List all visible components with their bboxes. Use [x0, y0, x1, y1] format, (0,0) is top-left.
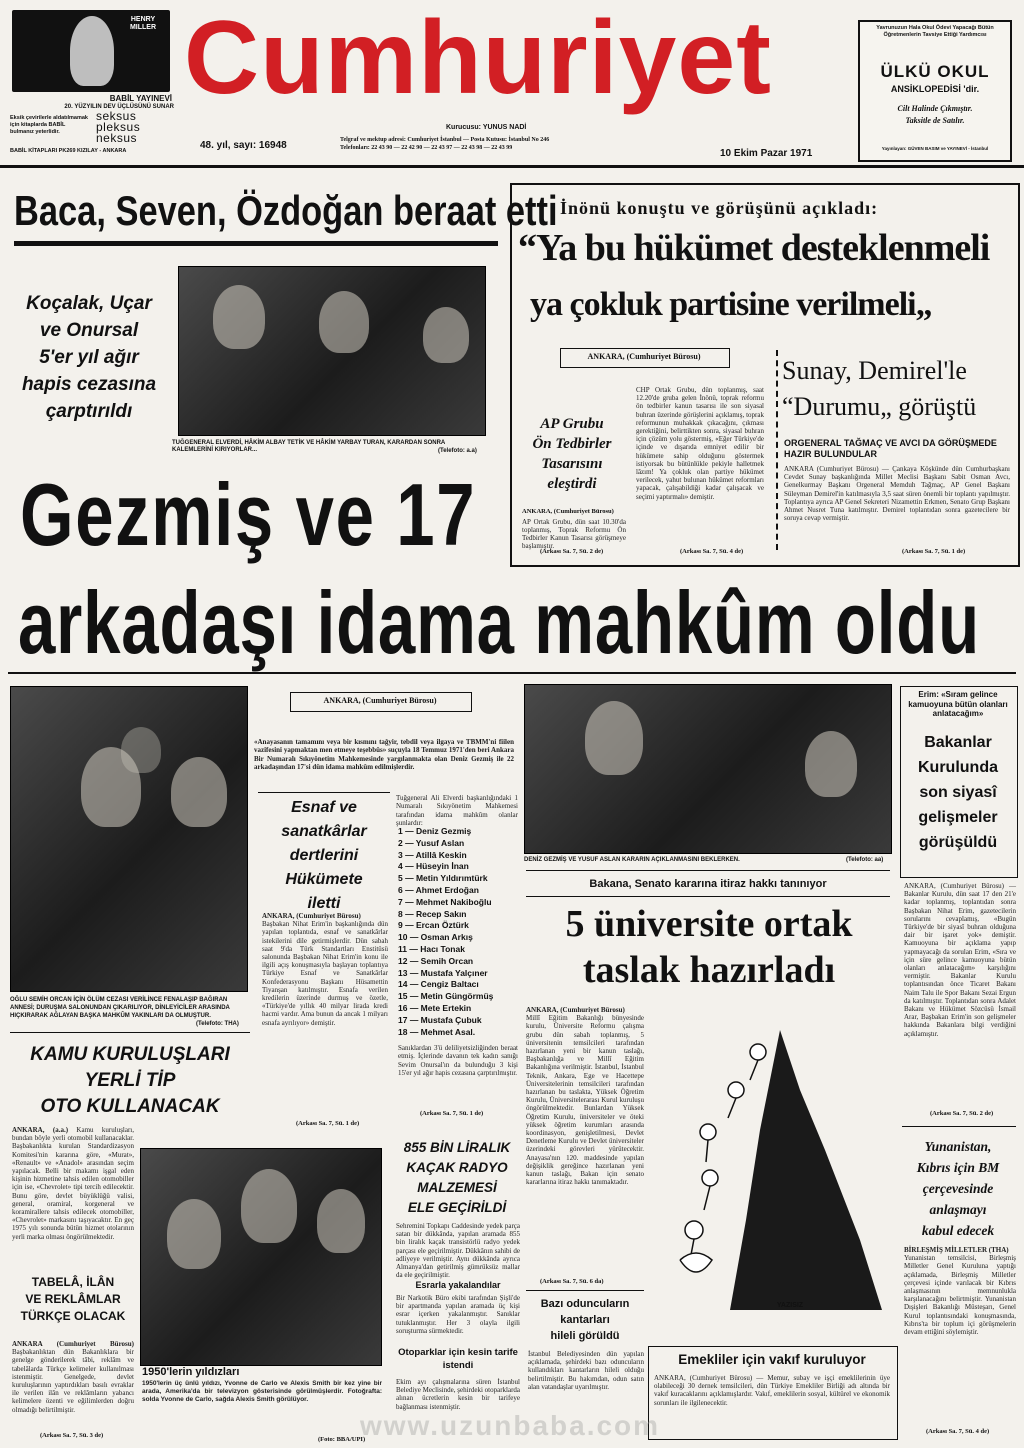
body-kamu-text: Kamu kuruluşları, bundan böyle yerli otomobil kullanacaklar. Başbakanlıkta kurulan Standardizasyon Komitesi'nin kararına göre, «Murat», «Renault» ve «Anadol» arasından seçim yapılacak. Belli bir makamı işgal eden kişinin hizmetine tahsis edilen otomobiller için ise, «Chevrolet» tipi tercih edilecektir. Bunu göre, devlet büyüklüğü valisi, general, oramiral, korgeneral ve koramirallere tahsis edilecek otomobiller, «Chevrolet» markasını taşıyacaktır. En geç 1975 yılı sonunda bütün hizmet otolarının yerli marka olması öngörülmektedir. [12, 1126, 134, 1241]
masthead-date: 10 Ekim Pazar 1971 [720, 148, 813, 159]
sentenced-name: 11 — Hacı Tonak [398, 943, 465, 954]
jump-universite: (Arkası Sa. 7, Sü. 6 da) [540, 1278, 604, 1285]
subhead-line: çarptırıldı [45, 401, 133, 422]
sentenced-name: 2 — Yusuf Aslan [398, 837, 465, 848]
headline-erim-line: gelişmeler [918, 809, 998, 826]
side-head-line: Tasarısını [541, 456, 603, 472]
side-body-ap: AP Ortak Grubu, dün saat 10.30'da toplanmış, Toprak Reformu Ön Tedbirler Kanun Tasarısı görüşmeye başlamıştır. [522, 518, 626, 550]
headline-kibris-line: kabul edecek [921, 1223, 995, 1238]
ad-ulku-line: Taksitle de Satılır. [905, 116, 965, 125]
dateline-esnaf: ANKARA, (Cumhuriyet Bürosu) [262, 912, 361, 920]
headline-inonu-2: ya çokluk partisine verilmeli„ [530, 286, 932, 323]
headline-oduncu-line: kantarları [560, 1314, 610, 1326]
headline-sunay-1: Sunay, Demirel'le [782, 356, 967, 385]
sub-sunay: ORGENERAL TAĞMAÇ VE AVCI DA GÖRÜŞMEDE HAZIR BULUNDULAR [784, 438, 997, 459]
jump-main: (Arkası Sa. 7, Sü. 1 de) [420, 1110, 484, 1117]
sentenced-name: 13 — Mustafa Yalçıner [398, 967, 488, 978]
cartoon-drawing [650, 1010, 890, 1320]
ad-babil-line: için kitaplarda BABİL [10, 122, 66, 128]
jump-sunay: (Arkası Sa. 7, Sü. 1 de) [902, 548, 966, 555]
body-emekli: ANKARA, (Cumhuriyet Bürosu) — Memur, subay ve işçi emeklilerinin üye olabileceği 30 dernek temsilcileri, dün Türkiye Emekliler Birliği adı altında bir vakıf kuracaklarını açıklamışlardır. Vakıf, emeklilerin sosyal, kültürel ve ekonomik sorunları ile ilgilenecektir. [654, 1374, 890, 1407]
headline-radyo-line: MALZEMESİ [417, 1180, 497, 1195]
sentenced-name: 17 — Mustafa Çubuk [398, 1014, 482, 1025]
dateline-universite: ANKARA, (Cumhuriyet Bürosu) [526, 1006, 625, 1014]
sentenced-list [398, 826, 520, 1038]
headline-erim-line: Bakanlar [924, 734, 992, 751]
subhead-line: hapis cezasına [21, 374, 157, 395]
headline-emekli: Emekliler için vakıf kuruluyor [678, 1352, 866, 1367]
sentenced-name: 16 — Mete Ertekin [398, 1002, 472, 1013]
ad-ulku-subtitle: ANSİKLOPEDİSİ 'dir. [890, 84, 980, 94]
ad-babil-publisher: BABİL YAYINEVİ [109, 94, 172, 103]
sentenced-name: 10 — Osman Arkış [398, 932, 473, 943]
tail-main: Sanıklardan 3'ü deliliyetsizliğinden beraat etmiş. İçlerinde davanın tek kadın sanığı Sevim Onursal'ın da bulunduğu 3 kişi 15'er yıl ağır hapis cezasına çarptırılmıştır. [398, 1044, 518, 1078]
headline-kibris [900, 1136, 1016, 1241]
photo-gezmis [524, 684, 892, 854]
body-otopark: Ekim ayı çalışmalarına süren İstanbul Belediye Meclisinde, şehirdeki otoparklarda alınan ücretlerin kesin bir tarifeye bağlanması istenmiştir. [396, 1378, 521, 1411]
body-oduncu: İstanbul Belediyesinden dün yapılan açıklamada, şehirdeki bazı oduncuların kullandıkları kantarların hileli olduğu belirtilmiştir. Bu hakımdan, odun satın alan vatandaşlar uyarılmıştır. [528, 1350, 644, 1391]
ad-babil-image [12, 10, 170, 92]
photo-stars [140, 1148, 382, 1366]
kicker-inonu: İnönü konuştu ve görüşünü açıkladı: [560, 198, 879, 218]
rule [8, 672, 1016, 674]
sunay-divider [776, 350, 780, 550]
sentenced-name: 12 — Semih Orcan [398, 955, 474, 966]
jump-erim: (Arkası Sa. 7, Sü. 2 de) [930, 1110, 994, 1117]
sentenced-name: 7 — Mehmet Nakiboğlu [398, 896, 492, 907]
body-esnaf-text: Başbakan Nihat Erim'in başkanlığında dün yapılan toplantıda, esnaf ve sanatkârlar istekilerini dile getirmişlerdir. Dün sabah saat 9'da Türk Standartları Enstitüsü salonunda Başbakan Nihat Erim'in konu ile ilgili açış konuşmasıyla başlayan toplantıya Türkiye Esnaf ve Sanatkârlar Konfederasyonu Başkanı Hüsamettin Tiyanşan katılmıştır. Esnafa verilen kredilerin üzerinde durmuş ve özetle, «Türkiye'de yıllık 40 milyar lirada kredi hacmi vardır. Ama bunun da ancak 1 milyarı esnafa ayrılıyor» demiştir. [262, 920, 388, 1027]
rule [526, 1290, 644, 1291]
side-dateline-ap: ANKARA, (Cumhuriyet Bürosu) [522, 508, 614, 515]
sentenced-name: 14 — Cengiz Baltacı [398, 979, 479, 990]
ad-ulku [858, 20, 1012, 162]
headline-oduncu [526, 1296, 644, 1344]
headline-radyo-line: KAÇAK RADYO [406, 1160, 508, 1175]
sentenced-name: 18 — Mehmet Asal. [398, 1026, 476, 1037]
caption-judges: TUĞGENERAL ELVERDİ, HÂKİM ALBAY TETİK VE HÂKİM YARBAY TURAN, KARARDAN SONRA KALEMLERİNİ KIRIYORLAR... [172, 440, 446, 453]
jump-tabela: (Arkası Sa. 7, Sü. 3 de) [40, 1432, 104, 1439]
ad-babil [8, 8, 178, 158]
subhead-line: 5'er yıl ağır [39, 347, 139, 368]
body-radyo: Sehremini Topkapı Caddesinde yedek parça satan bir dükkânda, yapılan aramada 855 bin liralık kaçak transistörlü radyo yedek parçası ele geçirilmiştir. Dükkânın sahibi de adliyeye verilmiştir. Aynı dükkânda ayrıca Almanya'dan getirilmiş gümrüksüz mallar da ele geçirilmiştir. [396, 1222, 520, 1280]
masthead-issue: 48. yıl, sayı: 16948 [200, 140, 287, 151]
headline-esnaf [258, 796, 390, 916]
masthead-contact-line: Telgraf ve mektup adresi: Cumhuriyet İstanbul — Posta Kutusu: İstanbul No 246 [340, 137, 550, 143]
book-title: pleksus [96, 120, 141, 134]
kicker-universite: Bakana, Senato kararına itiraz hakkı tanınıyor [589, 878, 827, 890]
jump-kibris: (Arkası Sa. 7, Sü. 4 de) [926, 1428, 990, 1435]
headline-kamu [10, 1042, 250, 1120]
headline-radyo-line: 855 BİN LİRALIK [403, 1140, 511, 1155]
headline-kibris-line: anlaşmayı [929, 1202, 987, 1217]
sentenced-name: 9 — Ercan Öztürk [398, 920, 469, 931]
cartoon [650, 1010, 890, 1320]
ad-babil-titles [96, 111, 176, 144]
ad-babil-line: bulmanız yeterlidir. [10, 129, 60, 135]
main-headline-2: arkadaşı idama mahkûm oldu [18, 573, 980, 672]
watermark: www.uzunbaba.com [359, 1410, 661, 1441]
headline-1950: 1950'lerin yıldızları [142, 1366, 240, 1378]
sentenced-name: 3 — Atillâ Keskin [398, 849, 467, 860]
sentenced-name: 5 — Metin Yıldırımtürk [398, 873, 488, 884]
dateline-tabela: ANKARA (Cumhuriyet Bürosu) [12, 1340, 134, 1348]
ad-babil-lines [10, 115, 92, 136]
lead-main: «Anayasanın tamamını veya bir kısmını tağyir, tebdil veya ilgaya ve TBMM'ni fiilen vazifesini yapmaktan men etmeye teşebbüs» suçuyla 18 Temmuz 1971'den beri Ankara Bir Numaralı Sıkıyönetim Mahkemesinde yargılanmakta olan Deniz Gezmiş ile 22 arkadaşından 17'si dün idama mahkûm edilmişlerdir. [254, 738, 514, 772]
headline-esnaf-line: Hükümete [285, 871, 363, 888]
masthead-title: Cumhuriyet [184, 0, 772, 116]
headline-radyo-line: ELE GEÇİRİLDİ [407, 1200, 507, 1215]
headline-esnaf-line: Esnaf ve [291, 799, 357, 816]
headline-universite-1: 5 üniversite ortak [565, 903, 853, 945]
masthead-rule [0, 165, 1024, 168]
ad-ulku-line: Cilt Halinde Çıkmıştır. [897, 104, 973, 113]
side-head-ap [524, 414, 620, 494]
body-universite-text: Millî Eğitim Bakanlığı bünyesinde kurulu, Üniversite Reformu çalışma grubu dün sabah toplanmış, 5 üniversitenin temsilcileri tarafından hazırlanan yeni bir kanun taslağı, Başbakanlığa ve Millî Eğitim Bakanlığına verilmiştir. İstanbul, İstanbul Teknik, Ankara, Ege ve Hacettepe Üniversitelerinin temsilcileri tarafından hazırlanan bu taslakta, Yüksek Öğretim Kurulu, Üniversitelerarası Kurul kuruluşu öngörülmektedir. Bunlardan Yüksek Öğretim Kurulu, üniversiteler ve öteki yüksek öğretim kurumları arasında koordinasyon, genişletilmesi, Devlet Denetleme Kurulu ve Devlet üniversiteler üzerindeki görevleri yürütecektir. Anayasa'nın 120. maddesinde yapılan değişiklik gereğince hazırlanan yeni kanun taslağı, Bakan için senato kararlarına itiraz hakkı tanımaktadır. [526, 1014, 644, 1187]
dateline-inonu: ANKARA, (Cumhuriyet Bürosu) [587, 352, 701, 361]
jump-inonu: (Arkası Sa. 7, Sü. 4 de) [680, 548, 744, 555]
book-title: seksus [96, 109, 137, 123]
sentenced-name: 8 — Recep Sakın [398, 908, 467, 919]
masthead-contact [340, 136, 710, 152]
headline-beraat: Baca, Seven, Özdoğan beraat etti [14, 187, 558, 234]
body-sunay: ANKARA (Cumhuriyet Bürosu) — Çankaya Köşkünde dün Cumhurbaşkanı Cevdet Sunay başkanlığında Millet Meclisi Başkanı Sabit Osman Avcı, Genelkurmay Başkanı Orgeneral Memduh Tağmaç, AP Genel Başkanı Süleyman Demirel'in katılmasıyla 3,5 saat süren önemli bir toplantı yapılmıştır. Toplantıya ayrıca AP Genel Sekreteri Nizamettin Erkmen, Senato Grup Başkanı Ahmet Nusret Tuna katılmıştır. Demirel toplantıdan sonra gazetecilere bir soruya cevap vermiştir. [784, 465, 1010, 523]
sentenced-name: 1 — Deniz Gezmiş [398, 826, 472, 836]
ad-ulku-footer: Yayınlayan: GÜVEN BASIM ve YAYINEVİ - İstanbul [881, 146, 989, 151]
jump-esnaf: (Arkası Sa. 7, Sü. 1 de) [296, 1120, 360, 1127]
body-esrar: Bir Narkotik Büro ekibi tarafından Şişli'de bir apartmanda yapılan aramada üç kişi esrar içerken yakalanmıştır. Sanıklar tutuklanmıştır. Her 3 olayla ilgili soruşturma sürmektedir. [396, 1294, 520, 1335]
sentenced-name: 15 — Metin Güngörmüş [398, 991, 494, 1002]
ad-ulku-title: ÜLKÜ OKUL [880, 62, 990, 81]
book-title: neksus [96, 131, 138, 145]
headline-tabela-line: TÜRKÇE OLACAK [20, 1309, 126, 1323]
headline-oduncu-line: hileli görüldü [550, 1330, 620, 1342]
rule [526, 896, 890, 897]
headline-kibris-line: Yunanistan, [924, 1139, 992, 1154]
headline-tabela [12, 1274, 134, 1325]
dateline-kibris: BİRLEŞMİŞ MİLLETLER (THA) [904, 1246, 1009, 1254]
rule [14, 241, 498, 246]
headline-erim-line: Kurulunda [918, 759, 998, 776]
headline-tabela-line: VE REKLÂMLAR [25, 1292, 121, 1306]
headline-esnaf-line: dertlerini [289, 847, 359, 864]
rule [10, 1032, 250, 1033]
rule [258, 792, 390, 793]
headline-inonu-1: “Ya bu hükümet desteklenmeli [518, 227, 990, 269]
body-erim: ANKARA, (Cumhuriyet Bürosu) — Bakanlar Kurulu, dün saat 17 den 21'e kadar toplanmış, toplantıdan sonra Başbakan Nihat Erim, gazetecilerin sorularını cevaplamış, «Bugün Türkiye'de bir siyasî buhran olduğuna dair bir işaret yok» demiştir. Kamuoyuna bir açıklama yapıp yapmayacağı da sorulan Erim, «Sıra ve için süre gelince kamuoyuna bütün olanları anlatacağım» karşılığını vermiştir. Bakanlar Kurulu toplantısından önce Ticaret Bakanı Naim Talu ile Spor Bakanı Sezai Ergun da katılmıştır. Toplantıdan sonra Adalet Bakanı ve Hükümet Sözcüsü İsmail Arar, Başbakan Erim'in son gelişmeler hakkında Bakanlara bilgi verdiğini açıklamıştır. [904, 882, 1016, 1038]
body-tabela [12, 1340, 134, 1430]
body-1950: 1950'lerin üç ünlü yıldızı, Yvonne de Carlo ve Alexis Smith bir kez yine bir arada, Amerika'da bir televizyon gösterisinde görülmüşlerdir. Fotoğrafta: solda Yvonne de Carlo, sağda Alexis Smith görülüyor. [142, 1380, 382, 1403]
ad-ulku-top: Yavrunuzun Hala Okul Ödevi Yapacağı Bütün Öğretmenlerin Tavsiye Ettiği Yardımcısı [876, 25, 994, 38]
headline-kamu-line: YERLİ TİP [84, 1070, 176, 1091]
side-head-line: eleştirdi [547, 476, 597, 492]
ad-babil-address: BABİL KİTAPLARI PK269 KIZILAY - ANKARA [10, 148, 127, 154]
body-kibris-text: Yunanistan temsilcisi, Birleşmiş Milletler Genel Kuruluna yaptığı açıklamada, Birleşmiş Milletler çerçevesi içinde varılacak bir Kıbrıs anlaşmasının memnunlukla karşılanacağını belirtmiştir. Yunanistan Dışişleri Bakanlığı Müsteşarı, Genel Kurul toplantısındaki konuşmasında, Kıbrıs'ta bir toplum içi görüşmelerin devam ettiğini söylemiştir. [904, 1254, 1016, 1337]
rule [526, 870, 890, 871]
headline-erim-line: son siyasî [919, 784, 997, 801]
headline-esnaf-line: iletti [307, 895, 341, 912]
sentenced-name: 4 — Hüseyin İnan [398, 861, 469, 872]
portrait-icon [70, 16, 114, 86]
photo-mother [10, 686, 248, 992]
body-esnaf [262, 912, 388, 1120]
subhead-esrar: Esrarla yakalandılar [415, 1280, 501, 1290]
cartoon-credit: YAZISIZ [776, 1302, 804, 1309]
caption-mother: OĞLU SEMİH ORCAN İÇİN ÖLÜM CEZASI VERİLİNCE FENALAŞIP BAĞIRAN ANNESİ; DURUŞMA SALONUNDAN ÇIKARILIYOR, DİNLEYİCİLER ARASINDA HIÇKIRARAK AĞLAYAN BAŞKA MAHKÛM YAKINLARI DA OLMUŞTUR. [10, 997, 230, 1019]
headline-kamu-line: KAMU KURULUŞLARI [30, 1044, 230, 1065]
subhead-line: Koçalak, Uçar [26, 293, 152, 314]
caption-gezmis: DENİZ GEZMİŞ VE YUSUF ASLAN KARARIN AÇIKLANMASINI BEKLERKEN. [524, 857, 740, 863]
masthead-founder: Kurucusu: YUNUS NADİ [446, 124, 527, 131]
side-head-line: Ön Tedbirler [532, 436, 612, 452]
dateline-main: ANKARA, (Cumhuriyet Bürosu) [323, 696, 437, 705]
headline-sunay-2: “Durumu„ görüştü [782, 392, 977, 421]
subhead-otopark: Otoparklar için kesin tarife istendi [398, 1347, 518, 1371]
ad-babil-brand: HENRY MILLER [129, 16, 157, 31]
list-intro: Tuğgeneral Ali Elverdi başkanlığındaki 1 Numaralı Sıkıyönetim Mahkemesi tarafından idama mahkûm olanlar şunlardır: [396, 794, 518, 828]
subhead-beraat [14, 290, 164, 425]
photo-judges [178, 266, 486, 436]
side-jump-ap: (Arkası Sa. 7, Sü. 2 de) [540, 548, 604, 555]
ad-babil-tagline: 20. YÜZYILIN DEV ÜÇLÜSÜNÜ SUNAR [64, 104, 174, 110]
headline-kibris-line: çerçevesinde [922, 1181, 994, 1196]
ad-babil-line: Eksik çevirilerle aldatılmamak [10, 115, 88, 121]
masthead-contact-line: Telefonları: 22 43 90 — 22 42 90 — 22 43 97 — 22 43 98 — 22 43 99 [340, 145, 513, 151]
subhead-line: ve Onursal [39, 320, 139, 341]
body-tabela-text: Başbakanlıktan dün Bakanlıklara bir genelge gönderilerek tâbi, reklâm ve tabelâlarda Türkçe kelimeler kullanılması istenmiştir. Genelgede, devlet kuruluşlarının yaptırdıkları basılı evraklar ile verilen ilân ve reklâmların yabancı kelimelere özenti ve eğilimlerden doğru olmadığı belirtilmiştir. [12, 1348, 134, 1414]
headline-kamu-line: OTO KULLANACAK [40, 1096, 220, 1117]
headline-tabela-line: TABELÂ, İLÂN [31, 1275, 115, 1289]
main-headline-1: Gezmiş ve 17 [20, 465, 477, 564]
headline-erim [900, 730, 1016, 855]
headline-radyo [392, 1138, 522, 1218]
headline-universite-2: taslak hazırladı [582, 949, 836, 991]
body-kamu [12, 1126, 134, 1278]
dateline-kamu: ANKARA, (a.a.) [12, 1126, 69, 1134]
credit-gezmis: (Telefoto: aa) [846, 857, 884, 863]
headline-oduncu-line: Bazı oduncuların [540, 1298, 630, 1310]
body-inonu: CHP Ortak Grubu, dün toplanmış, saat 12.20'de gruba gelen İnönü, toprak reformu ön tedbirler kanun tasarısı ile son siyasal buhran üzerinde görüşlerini açıklamış, toprak reformunun muhakkak çıkacağını, çıkması gerektiğini, belirttikten sonra, siyasal buhran için çözüm yolu göstermiş, «Eğer Türkiye'de içinde ve dışarıda emniyet edilir bir hükümete sahip olduğunu göstermek istiyorsak bu bütünlükle pekiyle halletmek lâzım! Ya çokluk olan partiye hükümet verilecek, yahut bulunan hükümet reformları yapacak, çalışabildiği kadar çalışacak ve seçimi yaptırmalı» demiştir. [636, 386, 764, 501]
credit-mother: (Telefoto: THA) [196, 1021, 239, 1027]
body-kibris [904, 1246, 1016, 1424]
side-head-line: AP Grubu [540, 416, 604, 432]
quote-erim: Erim: «Sıram gelince kamuoyuna bütün olanları anlatacağım» [908, 690, 1008, 718]
sentenced-name: 6 — Ahmet Erdoğan [398, 884, 479, 895]
rule [902, 1126, 1016, 1127]
headline-erim-line: görüşüldü [918, 834, 998, 851]
headline-esnaf-line: sanatkârlar [281, 823, 367, 840]
credit-1950: (Foto: BBA/UPI) [318, 1436, 366, 1443]
body-universite [526, 1006, 644, 1274]
headline-kibris-line: Kıbrıs için BM [916, 1160, 1000, 1175]
credit-judges: (Telefoto: a.a) [438, 448, 477, 454]
